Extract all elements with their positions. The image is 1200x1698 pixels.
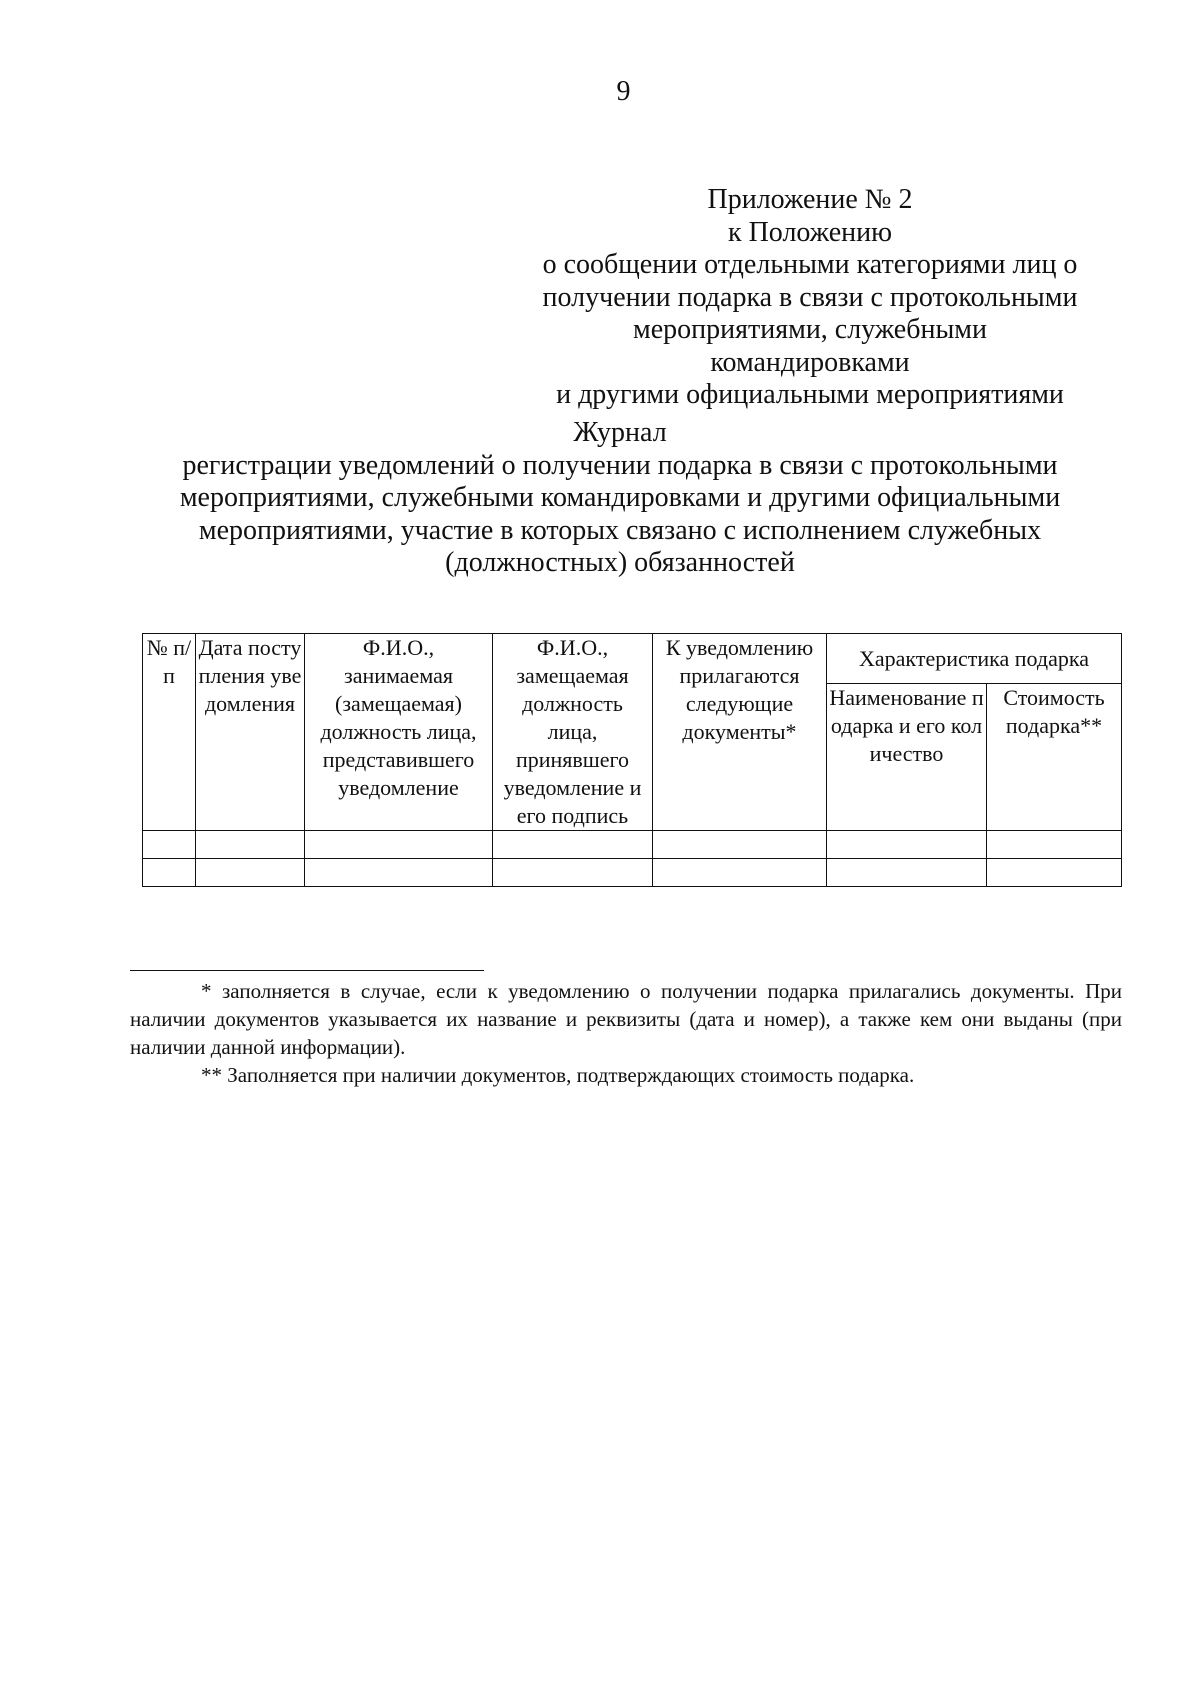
header-receiver: Ф.И.О., замещаемая должность лица, принявшего уведомление и его подпись xyxy=(493,634,653,831)
journal-table xyxy=(142,633,1122,887)
journal-subtitle-line: мероприятиями, участие в которых связано с исполнением служебных xyxy=(198,514,1042,546)
header-gift-cost: Стоимость подарка** xyxy=(987,684,1122,831)
journal-subtitle-line: регистрации уведомлений о получении подарка в связи с протокольными xyxy=(182,449,1058,481)
header-documents: К уведомлению прилагаются следующие документы* xyxy=(653,634,827,831)
header-gift-characteristics: Характеристика подарка xyxy=(827,634,1122,684)
appendix-line: к Положению xyxy=(727,216,893,248)
page-number: 9 xyxy=(616,76,631,107)
table-cell xyxy=(827,859,987,887)
table-cell xyxy=(987,859,1122,887)
table-cell xyxy=(196,859,305,887)
footnote-divider xyxy=(130,970,484,971)
table-cell xyxy=(653,859,827,887)
table-row xyxy=(143,831,1122,859)
header-gift-name: Наименование подарка и его количество xyxy=(827,684,987,831)
table-cell xyxy=(143,859,196,887)
journal-title: Журнал xyxy=(573,417,667,448)
header-submitter: Ф.И.О., занимаемая (замещаемая) должность лица, представившего уведомление xyxy=(305,634,493,831)
appendix-line: о сообщении отдельными категориями лиц о xyxy=(542,249,1078,280)
appendix-line: мероприятиями, служебными командировками xyxy=(633,314,987,378)
appendix-line: Приложение № 2 xyxy=(707,184,913,215)
table-cell xyxy=(196,831,305,859)
appendix-line: и другими официальными мероприятиями xyxy=(556,379,1064,410)
footnote-single-asterisk: * заполняется в случае, если к уведомлению о получении подарка прилагались документы. При наличии документов указывается их название и реквизиты (дата и номер), а также кем они выданы (при наличии данной информации). xyxy=(130,979,1122,1059)
table-cell xyxy=(493,831,653,859)
table-cell xyxy=(987,831,1122,859)
journal-subtitle-line: мероприятиями, служебными командировками и другими официальными xyxy=(179,482,1061,513)
header-date: Дата поступления уведомления xyxy=(196,634,305,831)
appendix-heading xyxy=(530,184,1090,412)
table-cell xyxy=(305,831,493,859)
table-cell xyxy=(493,859,653,887)
footnotes xyxy=(130,977,1122,1089)
header-number: № п/п xyxy=(143,634,196,831)
table-cell xyxy=(827,831,987,859)
table-cell xyxy=(653,831,827,859)
table-cell xyxy=(305,859,493,887)
journal-heading xyxy=(150,417,1090,580)
table-cell xyxy=(143,831,196,859)
footnote-double-asterisk: ** Заполняется при наличии документов, подтверждающих стоимость подарка. xyxy=(201,1063,915,1087)
appendix-line: получении подарка в связи с протокольными xyxy=(542,281,1078,313)
table-body xyxy=(143,831,1122,887)
table-header xyxy=(143,634,1122,831)
journal-subtitle-line: (должностных) обязанностей xyxy=(445,547,795,578)
table-row xyxy=(143,859,1122,887)
